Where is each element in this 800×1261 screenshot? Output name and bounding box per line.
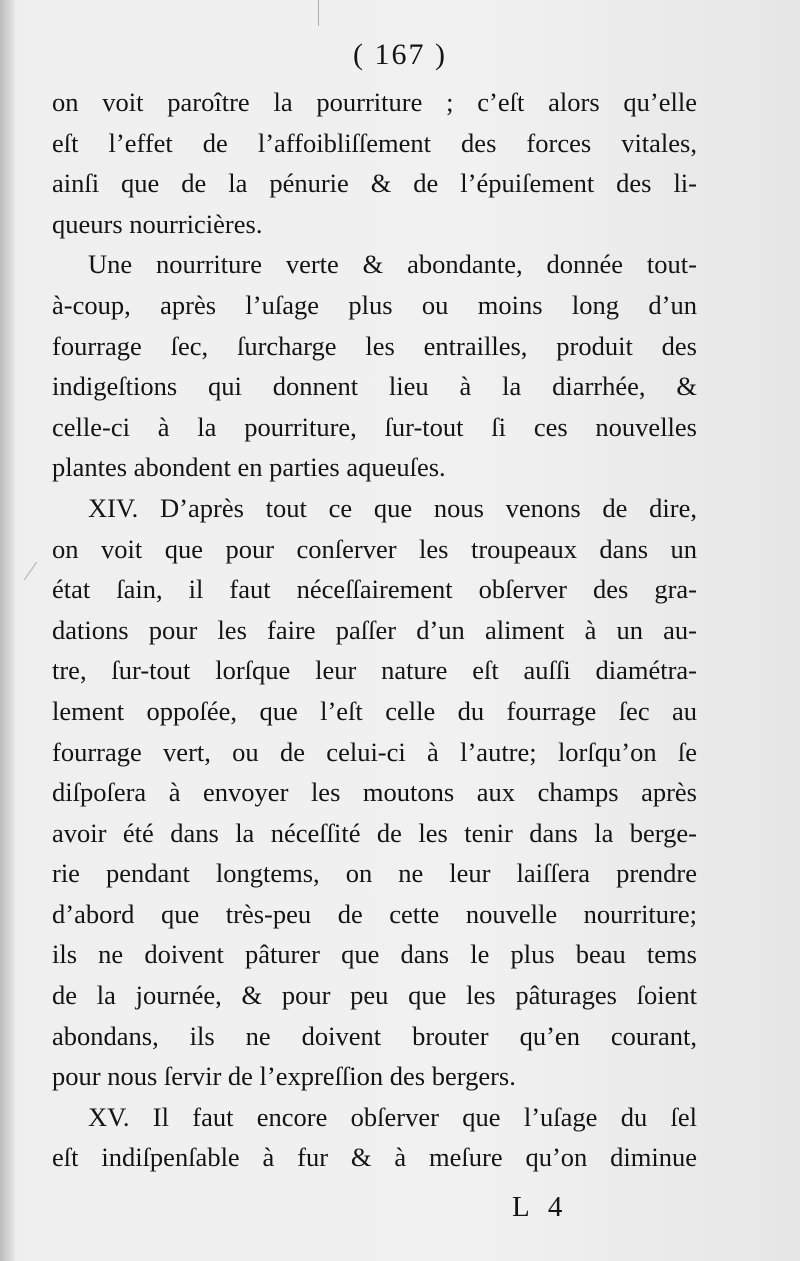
text-line: celle-ci à la pourriture, ſur-tout ſi ces nouvelles: [52, 411, 697, 442]
text-line: dations pour les faire paſſer d’un aliment à un au-: [52, 614, 697, 645]
text-line: queurs nourricières.: [52, 208, 263, 239]
text-line: diſpoſera à envoyer les moutons aux champs après: [52, 777, 697, 808]
text-line: XIV. D’après tout ce que nous venons de dire,: [88, 492, 697, 523]
text-line: eſt l’effet de l’affoibliſſement des forces vitales,: [52, 127, 697, 158]
text-line: XV. Il faut encore obſerver que l’uſage du ſel: [88, 1101, 697, 1132]
stray-mark: [24, 562, 37, 581]
text-line: de la journée, & pour peu que les pâturages ſoient: [52, 980, 697, 1011]
text-line: tre, ſur-tout lorſque leur nature eſt auſſi diamétra-: [52, 655, 697, 686]
text-line: on voit paroître la pourriture ; c’eſt alors qu’elle: [52, 87, 697, 117]
signature-mark: L 4: [512, 1191, 569, 1223]
text-line: état ſain, il faut néceſſairement obſerver des gra-: [52, 574, 697, 605]
text-line: ils ne doivent pâturer que dans le plus beau tems: [52, 939, 697, 970]
text-line: plantes abondent en parties aqueuſes.: [52, 452, 446, 483]
body-text: [52, 82, 697, 1178]
page-gutter-shadow: [0, 0, 14, 1261]
text-line: abondans, ils ne doivent brouter qu’en courant,: [52, 1020, 697, 1051]
text-line: fourrage ſec, ſurcharge les entrailles, produit des: [52, 330, 697, 361]
page-number: ( 167 ): [353, 38, 447, 71]
text-line: pour nous ſervir de l’expreſſion des bergers.: [52, 1061, 516, 1092]
text-line: rie pendant longtems, on ne leur laiſſera prendre: [52, 858, 697, 889]
text-line: à-coup, après l’uſage plus ou moins long d’un: [52, 289, 697, 320]
text-line: lement oppoſée, que l’eſt celle du fourrage ſec au: [52, 695, 697, 726]
text-line: indigeſtions qui donnent lieu à la diarrhée, &: [52, 371, 697, 402]
text-line: on voit que pour conſerver les troupeaux dans un: [52, 533, 697, 564]
stray-mark: [318, 0, 319, 26]
text-line: ainſi que de la pénurie & de l’épuiſement des li-: [52, 168, 697, 199]
text-line: eſt indiſpenſable à fur & à meſure qu’on diminue: [52, 1142, 697, 1173]
text-line: avoir été dans la néceſſité de les tenir dans la berge-: [52, 817, 697, 848]
text-line: fourrage vert, ou de celui-ci à l’autre; lorſqu’on ſe: [52, 736, 697, 767]
text-line: d’abord que très-peu de cette nouvelle nourriture;: [52, 898, 697, 929]
text-line: Une nourriture verte & abondante, donnée tout-: [88, 249, 697, 280]
